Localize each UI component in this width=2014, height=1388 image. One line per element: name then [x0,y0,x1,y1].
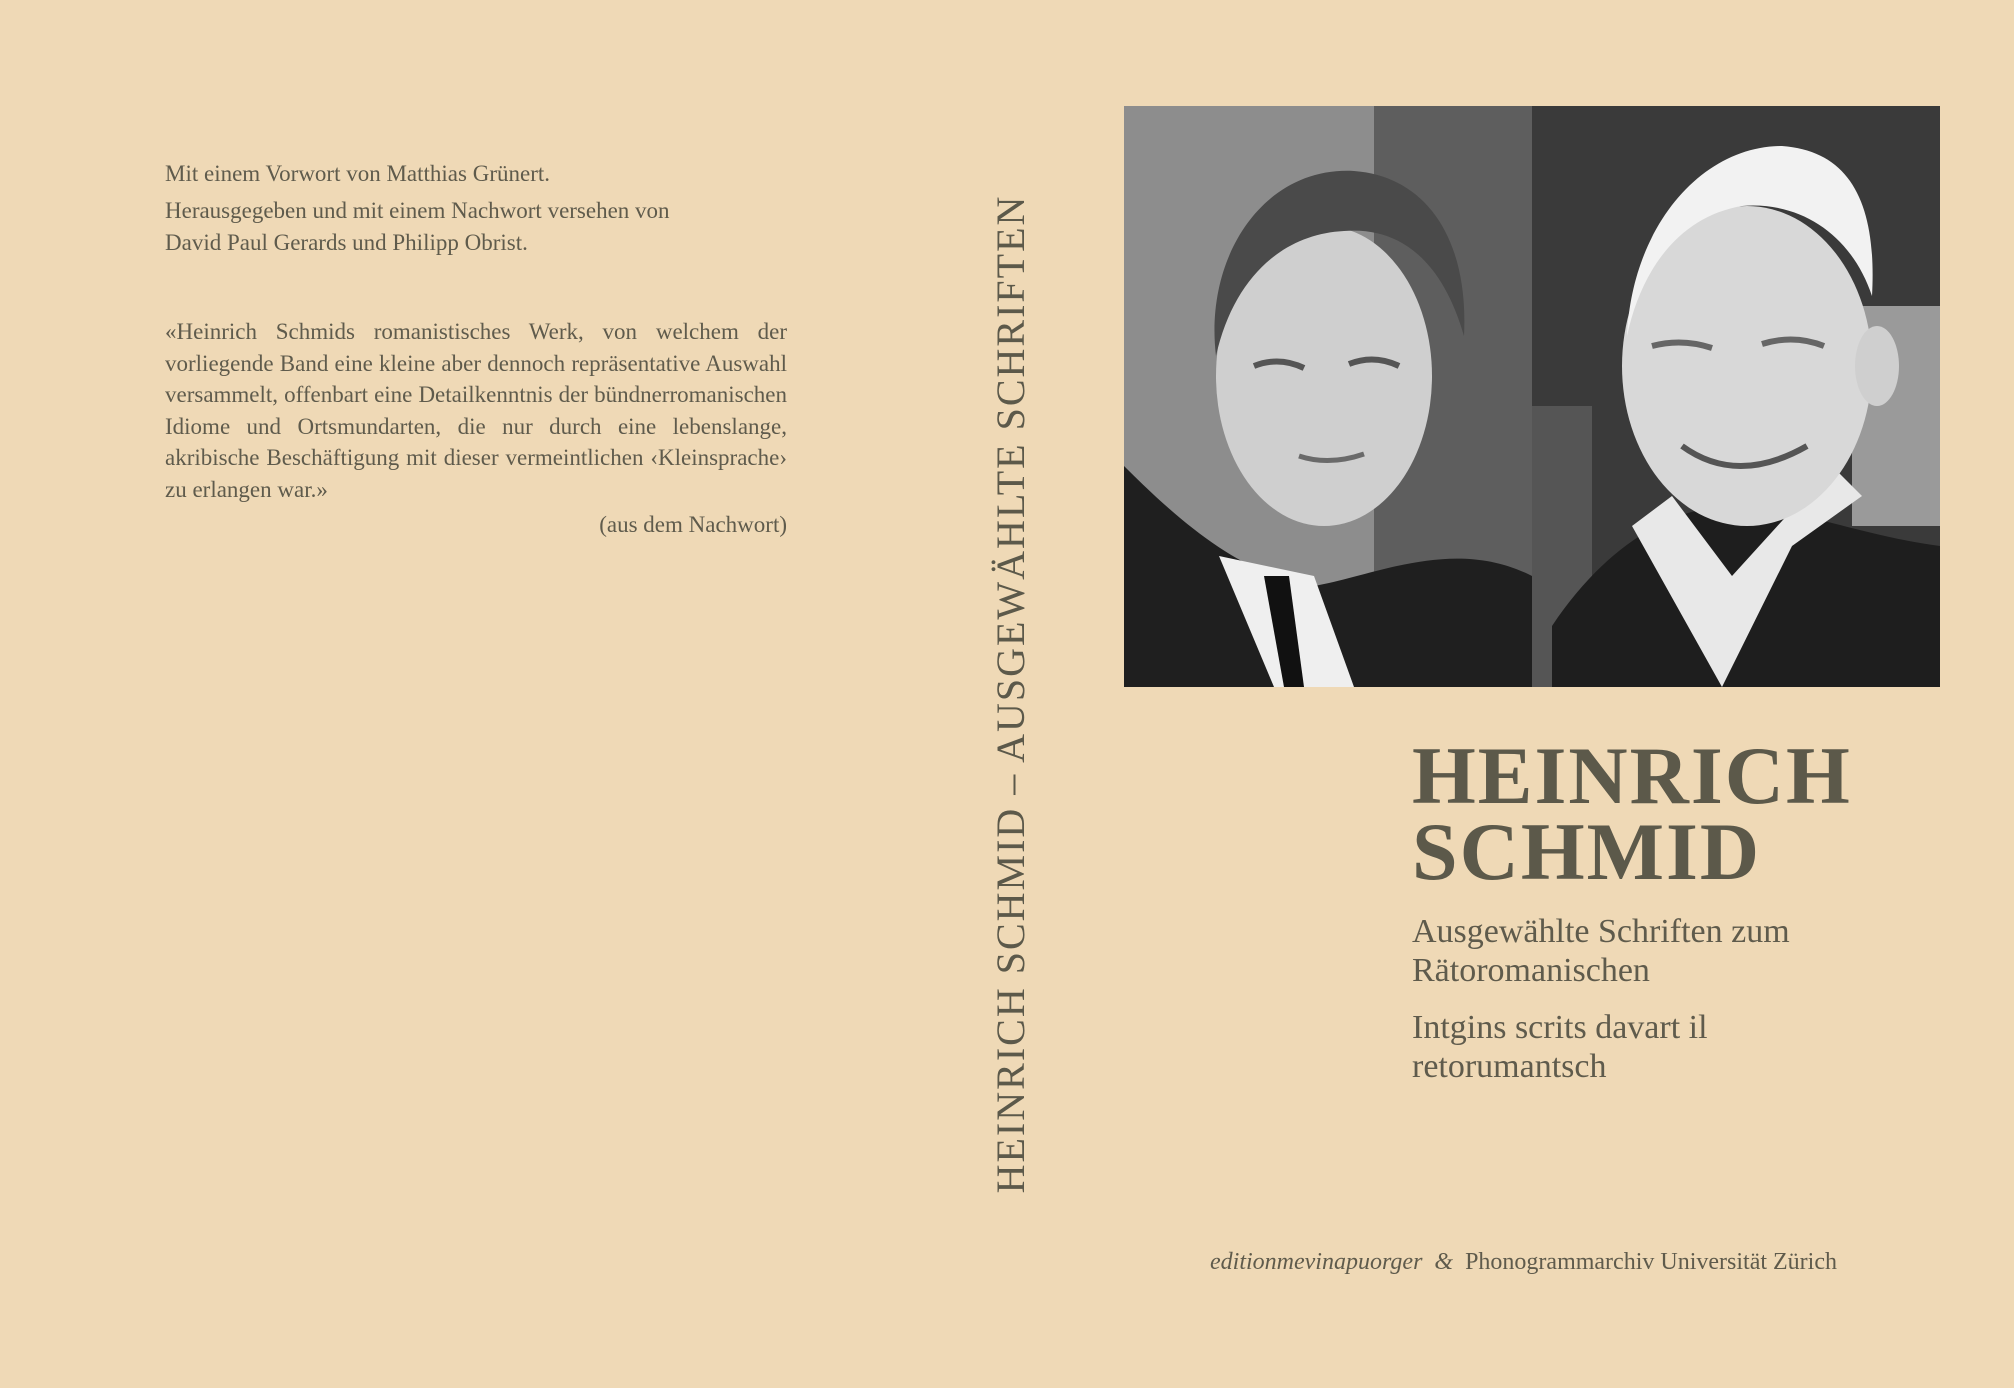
spine-title: HEINRICH SCHMID – AUSGEWÄHLTE SCHRIFTEN [987,194,1033,1194]
blurb-source: (aus dem Nachwort) [599,512,787,537]
credit-editors-line1: Herausgegeben und mit einem Nachwort versehen von [165,198,670,223]
title-line2: SCHMID [1412,806,1762,897]
credits [165,158,805,264]
publisher-edition: editionmevinapuorger [1210,1249,1423,1275]
portrait-young [1124,106,1532,687]
title-line1: HEINRICH [1412,730,1852,821]
front-cover-text [1412,730,1972,1086]
subtitle-german [1412,912,1972,990]
cover-photos [1124,106,1940,687]
portrait-old-illustration [1532,106,1940,687]
credit-editors-line2: David Paul Gerards und Philipp Obrist. [165,230,528,255]
subtitle-de-line2: Rätoromanischen [1412,952,1650,989]
publishers [1210,1247,1990,1277]
credit-foreword: Mit einem Vorwort von Matthias Grünert. [165,161,550,186]
subtitle-de-line1: Ausgewählte Schriften zum [1412,913,1790,950]
subtitle-romansh [1412,1008,1972,1086]
publisher-separator: & [1434,1249,1454,1275]
subtitle-rm-line2: retorumantsch [1412,1048,1607,1085]
book-title [1412,730,1972,897]
portrait-old [1532,106,1940,687]
back-cover [0,0,960,1388]
blurb-quote: «Heinrich Schmids romanistisches Werk, von welchem der vorliegende Band eine kleine aber dennoch repräsentative Auswahl versammelt, offenbart eine Detailkenntnis der bündnerromanischen Idiome und Ortsmundarten, die nur durch eine lebenslange, akribische Beschäftigung mit dieser vermeintlichen ‹Kleinsprache› zu erlangen war.» [165,319,787,502]
subtitle-rm-line1: Intgins scrits davart il [1412,1009,1708,1046]
portrait-young-illustration [1124,106,1532,687]
publisher-archive: Phonogrammarchiv Universität Zürich [1465,1249,1837,1275]
